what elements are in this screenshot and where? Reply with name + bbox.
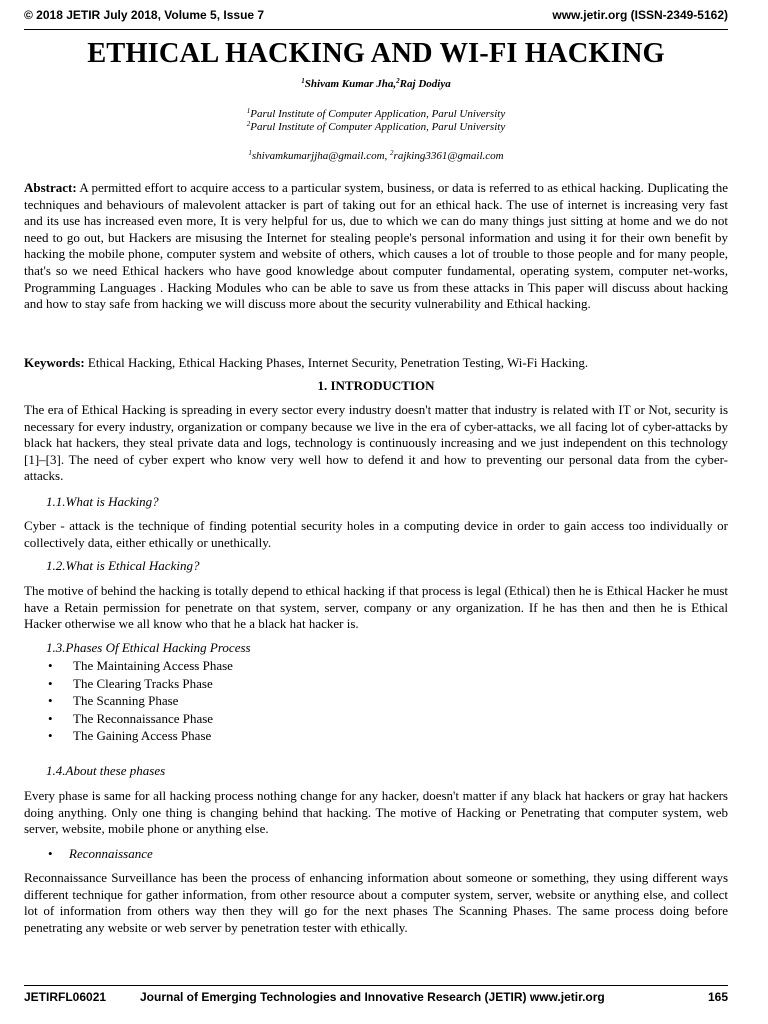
list-item: • The Gaining Access Phase — [48, 727, 233, 745]
header-journal-info: © 2018 JETIR July 2018, Volume 5, Issue 7 — [24, 8, 265, 22]
email-1-sup: 1 — [248, 149, 252, 157]
reconnaissance-paragraph: Reconnaissance Surveillance has been the process of enhancing information about someone or something, they using different ways different technique for gather information, from other resource about a computer system, server, website or anything else, and collect lot of information from others way then they will go for the next phases The Scanning Phases. The same process doing before penetrating any website or web server by penetration tester with ethically. — [24, 870, 728, 935]
footer-rule — [24, 985, 728, 986]
list-item: • The Reconnaissance Phase — [48, 710, 233, 728]
list-item: • The Clearing Tracks Phase — [48, 675, 233, 693]
keywords-paragraph — [24, 355, 728, 372]
reconnaissance-heading-text: Reconnaissance — [69, 846, 153, 861]
subsection-heading-1-1: 1.1.What is Hacking? — [46, 494, 159, 509]
list-item: • The Maintaining Access Phase — [48, 657, 233, 675]
affiliation-2-text: Parul Institute of Computer Application, Parul University — [250, 121, 506, 133]
email-line — [24, 150, 728, 162]
footer-journal-name: Journal of Emerging Technologies and Innovative Research (JETIR) www.jetir.org — [140, 990, 605, 1004]
footer-page-number: 165 — [707, 990, 728, 1004]
affiliation-2 — [24, 121, 728, 133]
header-website: www.jetir.org (ISSN-2349-5162) — [552, 8, 728, 22]
abstract-text: A permitted effort to acquire access to a particular system, business, or data is referred to as ethical hacking. Duplicating the techniques and behaviours of malevolent attacker is part of taking out for an ethical hack. The use of internet is increasing very fast and its use has increased even more, It is very helpful for us, due to which we can do many things just sitting at home and we do not need to go out, but Hackers are misusing the Internet for stealing people's personal information and using it for their own benefit by hacking the mobile phone, computer system and website of others, which causes a lot of trouble to those people and for many people, that's so we need Ethical hackers who have good knowledge about computer fundamental, operating system, computer net-works, Programming Languages . Hacking Modules who can be able to save us from these attacks in This paper will discuss about hacking and how to stay safe from hacking we will discuss more about the security vulnerability and Ethical hacking. — [24, 180, 728, 312]
affiliation-1 — [24, 108, 728, 120]
author-line — [24, 78, 728, 90]
keywords-text: Ethical Hacking, Ethical Hacking Phases, Internet Security, Penetration Testing, Wi-Fi Hacking. — [84, 355, 589, 370]
author-2: Raj Dodiya — [399, 78, 451, 90]
header-rule — [24, 29, 728, 30]
author-2-sup: 2 — [396, 77, 400, 85]
author-1-sup: 1 — [301, 77, 305, 85]
footer-paper-id: JETIRFL06021 — [24, 990, 107, 1004]
phases-list — [48, 657, 233, 745]
keywords-label: Keywords: — [24, 355, 85, 370]
email-2-sup: 2 — [390, 149, 394, 157]
running-footer — [24, 990, 728, 1008]
subsection-heading-1-4: 1.4.About these phases — [46, 763, 166, 778]
reconnaissance-heading — [48, 846, 153, 862]
bullet-glyph: • — [48, 846, 53, 861]
abstract-paragraph — [24, 180, 728, 313]
subsection-1-1-paragraph: Cyber - attack is the technique of finding potential security holes in a computing device in order to gain access too individually or collectively data, either ethically or unethically. — [24, 518, 728, 550]
list-item: • The Scanning Phase — [48, 692, 233, 710]
author-1: Shivam Kumar Jha, — [304, 78, 397, 90]
abstract-label: Abstract: — [24, 180, 77, 195]
email-1: shivamkumarjjha@gmail.com, — [251, 150, 391, 162]
subsection-1-2-paragraph: The motive of behind the hacking is totally depend to ethical hacking if that process is legal (Ethical) then he is Ethical Hacker he must have a Retain permission for penetrate on that system, server, company or any organization. If he has then and then he is Ethical Hacker otherwise we all know who that he a black hat hacker is. — [24, 583, 728, 632]
subsection-1-4-paragraph: Every phase is same for all hacking process nothing change for any hacker, doesn't matter if any black hat hackers or gray hat hackers doing anything. Only one thing is changing behind that hacking. The motive of Hacking or Penetrating that computer system, web server, website, mobile phone or anything else. — [24, 788, 728, 837]
affiliation-2-sup: 2 — [246, 120, 251, 128]
affiliation-1-text: Parul Institute of Computer Application, Parul University — [250, 108, 506, 120]
subsection-heading-1-3: 1.3.Phases Of Ethical Hacking Process — [46, 640, 251, 655]
introduction-paragraph: The era of Ethical Hacking is spreading in every sector every industry doesn't matter that industry is related with IT or Not, security is necessary for every industry, organization or company because we live in the era of cyber-attacks, we all facing lot of cyber-attacks by black hat hackers, they steal private data and logs, technology is continuously increasing and we just independent on this technology [1]–[3]. The need of cyber expert who know very well how to defend it and how to preventing our personal data from the cyber-attacks. — [24, 402, 728, 484]
subsection-heading-1-2: 1.2.What is Ethical Hacking? — [46, 558, 200, 573]
paper-title: ETHICAL HACKING AND WI-FI HACKING — [87, 38, 665, 69]
running-header — [24, 8, 728, 26]
email-2: rajking3361@gmail.com — [393, 150, 504, 162]
affiliation-1-sup: 1 — [246, 107, 251, 115]
section-heading-introduction: 1. INTRODUCTION — [317, 378, 435, 393]
